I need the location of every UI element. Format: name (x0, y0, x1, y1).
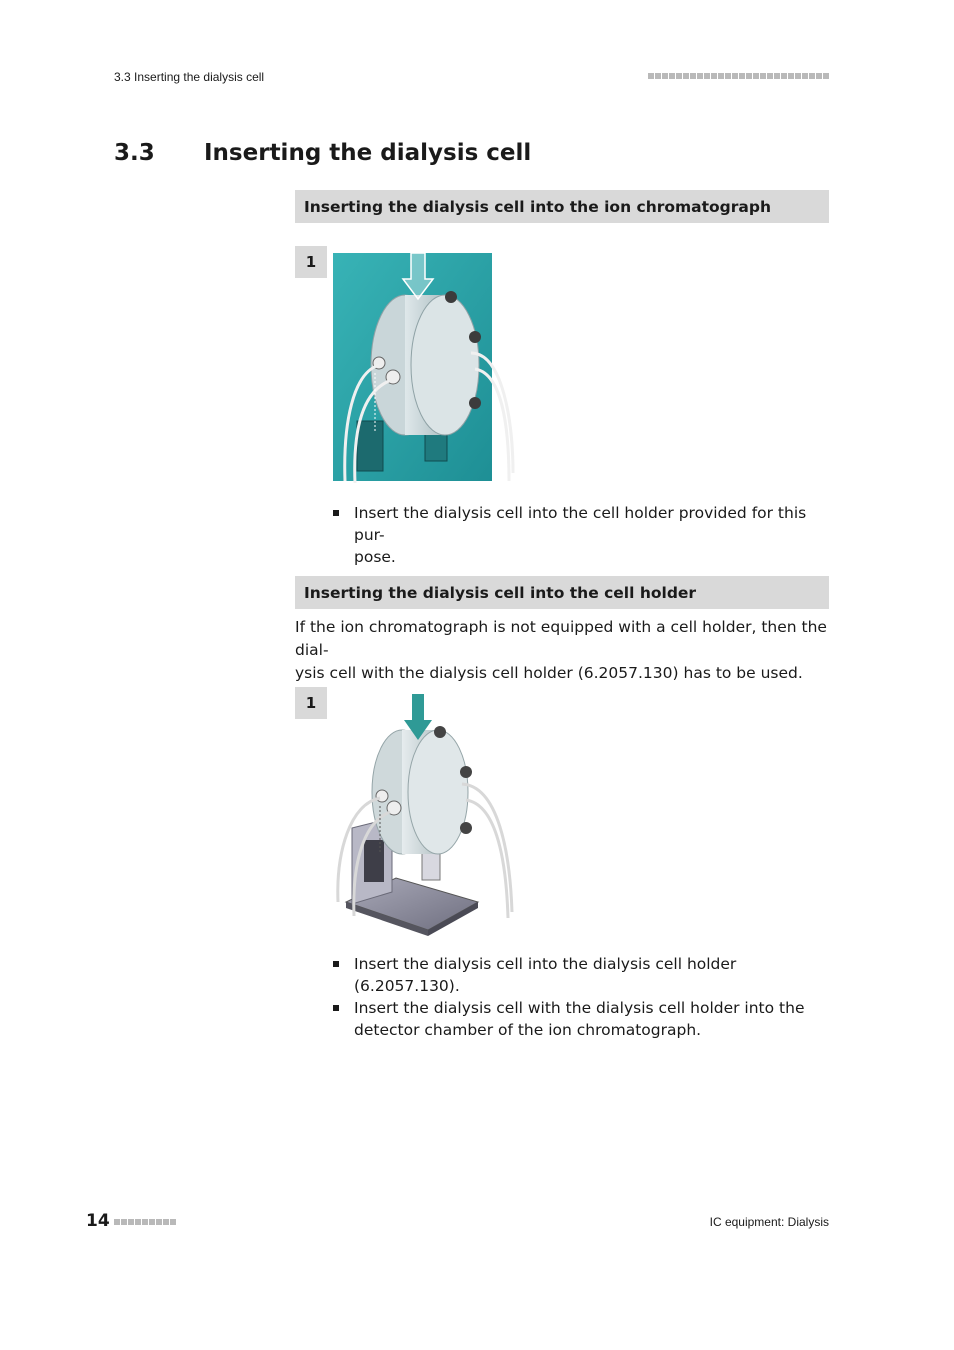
dialysis-cell-illustration (333, 253, 528, 483)
page-number: 14 (86, 1211, 110, 1231)
footer-decorative-dots (114, 1219, 176, 1225)
subheading-cell-holder (295, 576, 829, 609)
figure-dialysis-cell-with-holder (330, 692, 525, 942)
running-header: 3.3 Inserting the dialysis cell (114, 70, 265, 84)
subheading-ion-chromatograph (295, 190, 829, 223)
subheading-text: Inserting the dialysis cell into the ion chromatograph (304, 197, 772, 216)
instruction-item: Insert the dialysis cell into the cell holder provided for this pur- pose. (333, 502, 829, 568)
footer-document-title: IC equipment: Dialysis (709, 1215, 829, 1229)
instruction-list-1 (333, 502, 829, 568)
dialysis-cell-holder-illustration (330, 692, 525, 938)
section-number: 3.3 (114, 140, 155, 166)
instruction-list-2 (333, 953, 829, 1041)
instruction-item: Insert the dialysis cell with the dialysis cell holder into the detector chamber of the ion chromatograph. (333, 997, 829, 1041)
header-decorative-dots (648, 73, 829, 79)
intro-paragraph: If the ion chromatograph is not equipped with a cell holder, then the dial- ysis cell with the dialysis cell holder (6.2057.130) has to be used. (295, 618, 827, 682)
step-number-badge: 1 (295, 687, 327, 719)
instruction-item: Insert the dialysis cell into the dialysis cell holder (6.2057.130). (333, 953, 829, 997)
figure-dialysis-cell-in-ic (333, 253, 528, 487)
step-number-badge: 1 (295, 246, 327, 278)
subheading-text: Inserting the dialysis cell into the cell holder (304, 583, 697, 602)
section-title: Inserting the dialysis cell (204, 140, 532, 166)
